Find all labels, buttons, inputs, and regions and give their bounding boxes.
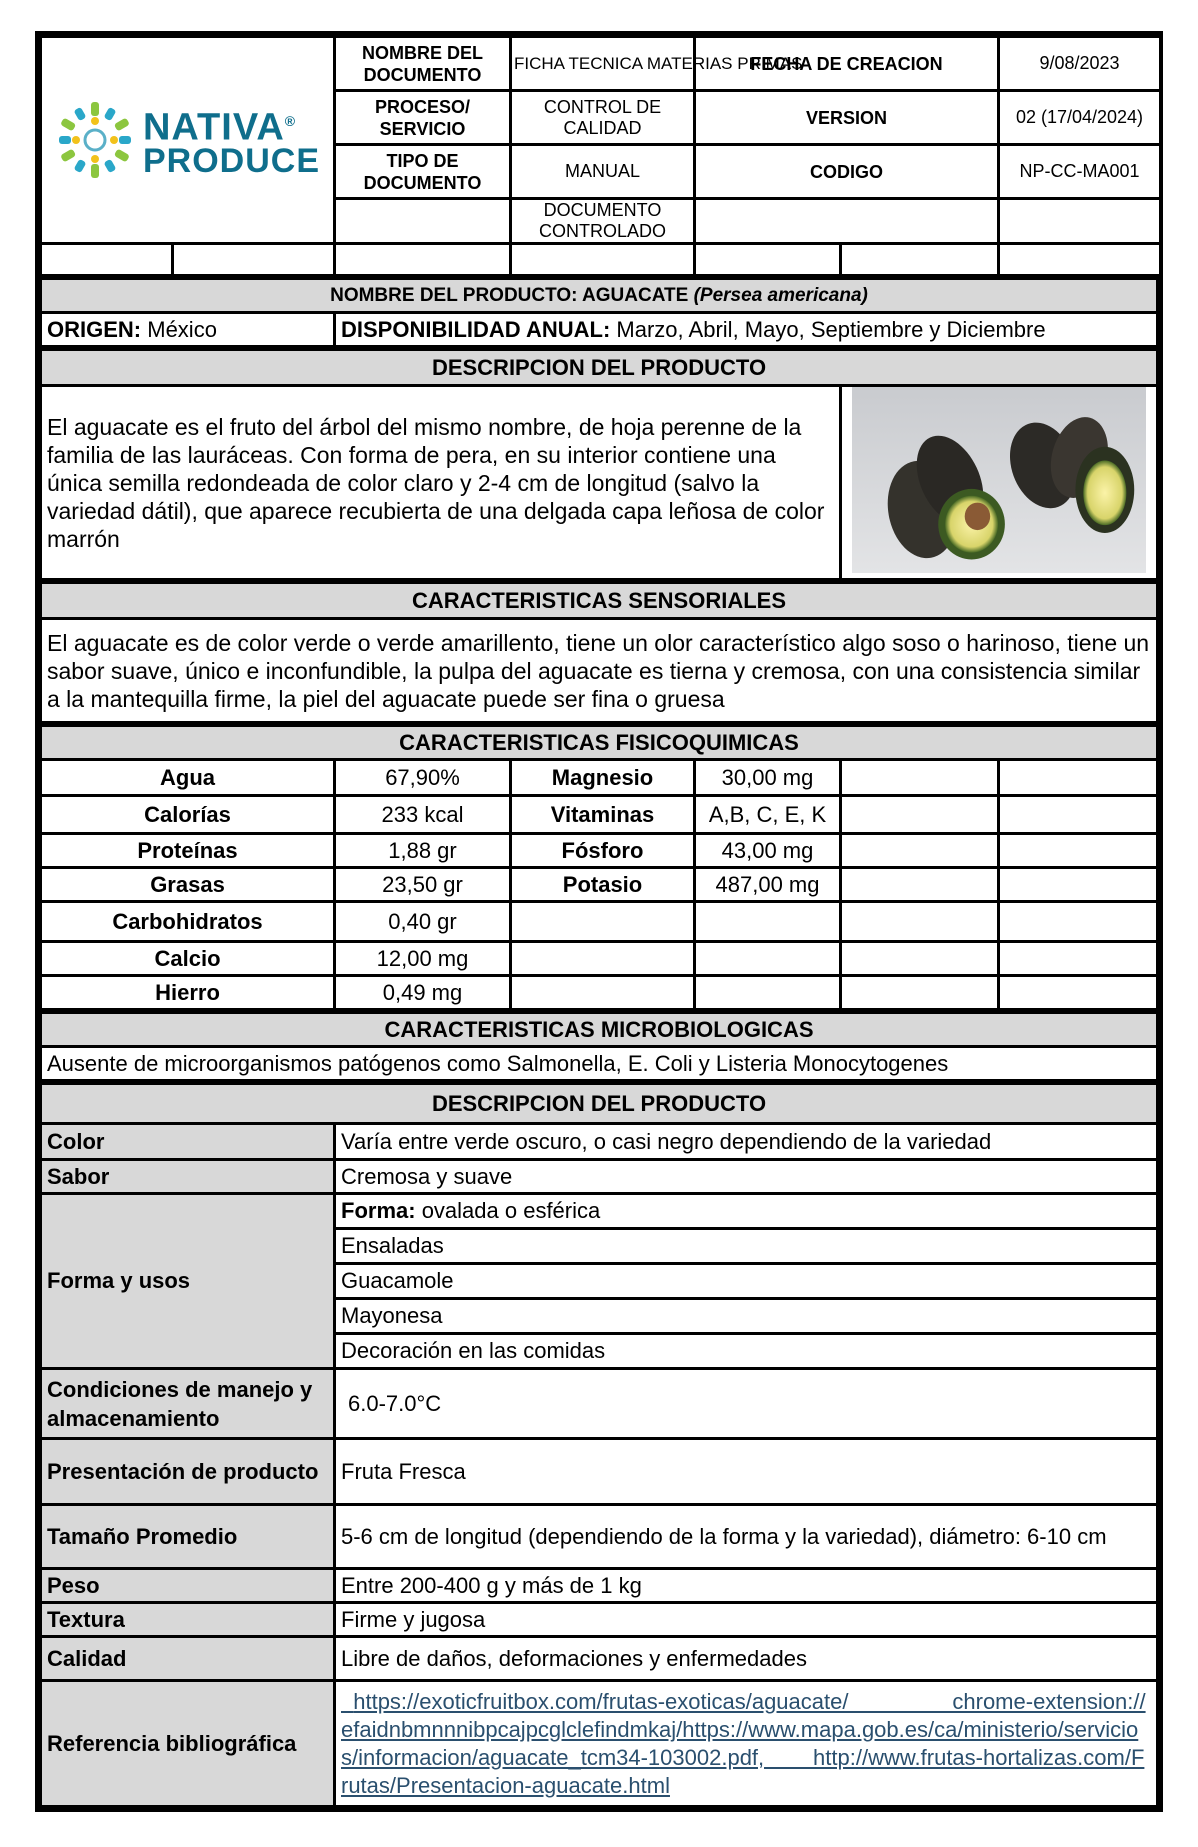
sensoriales-table [39, 581, 1159, 724]
disponibilidad-cell [335, 313, 1158, 347]
fecha-value: 9/08/2023 [999, 37, 1161, 91]
proceso-value: CONTROL DE CALIDAD [511, 91, 695, 145]
empty-cell [41, 244, 173, 276]
fq-value: 43,00 mg [695, 834, 841, 868]
referencia-link[interactable]: https://exoticfruitbox.com/frutas-exoticas/aguacate/ chrome-extension://efaidnbmnnnibpcajpcglclefindmkaj/https://www.mapa.gob.es/ca/ministerio/servicios/informacion/aguacate_tcm34-103002.pdf, http://www.frutas-hortalizas.com/Frutas/Presentacion-aguacate.html [341, 1688, 1146, 1798]
presentacion-value: Fruta Fresca [335, 1439, 1158, 1505]
fq-label: Calcio [41, 942, 335, 976]
avocado-photo [852, 387, 1146, 573]
textura-value: Firme y jugosa [335, 1603, 1158, 1637]
fq-label: Magnesio [511, 760, 695, 796]
uso-item: Mayonesa [335, 1299, 1158, 1334]
fisicoquimicas-title: CARACTERISTICAS FISICOQUIMICAS [41, 726, 1158, 760]
empty-cell [999, 834, 1158, 868]
empty-cell [999, 868, 1158, 902]
origen-cell [41, 313, 335, 347]
table-row [41, 942, 1158, 976]
empty-cell [335, 199, 511, 244]
fq-value: 30,00 mg [695, 760, 841, 796]
fq-value: 12,00 mg [335, 942, 511, 976]
empty-cell [511, 976, 695, 1010]
fisicoquimicas-table [39, 724, 1159, 1011]
logo-line1: NATIVA [142, 106, 285, 149]
fq-value: A,B, C, E, K [695, 796, 841, 834]
empty-cell [511, 942, 695, 976]
empty-cell [695, 199, 999, 244]
color-value: Varía entre verde oscuro, o casi negro dependiendo de la variedad [335, 1124, 1158, 1160]
empty-cell [511, 244, 695, 276]
forma-value: ovalada o esférica [421, 1198, 601, 1224]
documento-controlado: DOCUMENTO CONTROLADO [511, 199, 695, 244]
table-row [41, 868, 1158, 902]
empty-cell [511, 902, 695, 942]
logo-reg: ® [284, 112, 297, 129]
fq-label: Vitaminas [511, 796, 695, 834]
fq-value: 67,90% [335, 760, 511, 796]
sabor-label: Sabor [41, 1160, 335, 1194]
fq-label: Calorías [41, 796, 335, 834]
micro-title: CARACTERISTICAS MICROBIOLOGICAS [41, 1013, 1158, 1047]
table-row [41, 760, 1158, 796]
product-name: NOMBRE DEL PRODUCTO: AGUACATE [330, 284, 689, 306]
product-table [39, 277, 1159, 348]
empty-cell [695, 902, 841, 942]
empty-cell [695, 244, 841, 276]
logo-cell [41, 37, 335, 244]
logo [142, 103, 321, 181]
disponibilidad-value: Marzo, Abril, Mayo, Septiembre y Diciembre [616, 316, 1046, 342]
tipo-label: TIPO DE DOCUMENTO [335, 145, 511, 199]
fq-value: 1,88 gr [335, 834, 511, 868]
referencia-cell [335, 1681, 1158, 1807]
empty-cell [999, 902, 1158, 942]
logo-icon [55, 100, 135, 180]
forma-cell [335, 1194, 1158, 1229]
codigo-value: NP-CC-MA001 [999, 145, 1161, 199]
empty-cell [841, 942, 999, 976]
fq-value: 0,40 gr [335, 902, 511, 942]
table-row [41, 976, 1158, 1010]
descripcion2-title: DESCRIPCION DEL PRODUCTO [41, 1084, 1158, 1124]
empty-cell [335, 244, 511, 276]
fq-label: Hierro [41, 976, 335, 1010]
version-value: 02 (17/04/2024) [999, 91, 1161, 145]
empty-cell [695, 976, 841, 1010]
textura-label: Textura [41, 1603, 335, 1637]
tipo-value: MANUAL [511, 145, 695, 199]
tamano-label: Tamaño Promedio [41, 1505, 335, 1569]
origen-value: México [147, 316, 217, 342]
tamano-value: 5-6 cm de longitud (dependiendo de la forma y la variedad), diámetro: 6-10 cm [335, 1505, 1158, 1569]
calidad-label: Calidad [41, 1637, 335, 1681]
peso-value: Entre 200-400 g y más de 1 kg [335, 1569, 1158, 1603]
descripcion-text: El aguacate es el fruto del árbol del mismo nombre, de hoja perenne de la familia de las lauráceas. Con forma de pera, en su interior contiene una única semilla redondeada de color claro y 2-4 cm de longitud (salvo la variedad dátil), que aparece recubierta de una delgada capa leñosa de color marrón [41, 386, 841, 580]
uso-item: Ensaladas [335, 1229, 1158, 1264]
empty-cell [999, 942, 1158, 976]
forma-label: Forma y usos [41, 1194, 335, 1369]
condiciones-label: Condiciones de manejo y almacenamiento [41, 1369, 335, 1439]
fq-value: 233 kcal [335, 796, 511, 834]
nombre-value: FICHA TECNICA MATERIAS PRIMAS [511, 37, 695, 91]
descripcion-table [39, 348, 1159, 581]
sensoriales-text: El aguacate es de color verde o verde amarillento, tiene un olor característico algo soso o harinoso, tiene un sabor suave, único e inconfundible, la pulpa del aguacate es tierna y cremosa, con una consistencia similar a la mantequilla firme, la piel del aguacate puede ser fina o gruesa [41, 619, 1158, 723]
fq-label: Carbohidratos [41, 902, 335, 942]
empty-cell [841, 834, 999, 868]
empty-cell [999, 796, 1158, 834]
table-row [41, 796, 1158, 834]
header-table [39, 35, 1162, 277]
proceso-label: PROCESO/ SERVICIO [335, 91, 511, 145]
sabor-value: Cremosa y suave [335, 1160, 1158, 1194]
empty-cell [173, 244, 335, 276]
fq-label: Proteínas [41, 834, 335, 868]
fq-value: 23,50 gr [335, 868, 511, 902]
condiciones-value: 6.0-7.0°C [335, 1369, 1158, 1439]
product-photo-cell [841, 386, 1158, 580]
calidad-value: Libre de daños, deformaciones y enfermedades [335, 1637, 1158, 1681]
uso-item: Decoración en las comidas [335, 1334, 1158, 1369]
forma-bold: Forma: [341, 1198, 416, 1224]
codigo-label: CODIGO [695, 145, 999, 199]
empty-cell [841, 976, 999, 1010]
fecha-label-text: FECHA DE CREACION [750, 53, 943, 74]
empty-cell [841, 868, 999, 902]
empty-cell [841, 760, 999, 796]
version-label: VERSION [695, 91, 999, 145]
descripcion-title: DESCRIPCION DEL PRODUCTO [41, 350, 1158, 386]
empty-cell [999, 976, 1158, 1010]
product-name-row [41, 279, 1158, 313]
empty-cell [999, 199, 1161, 244]
referencia-label: Referencia bibliográfica [41, 1681, 335, 1807]
empty-cell [841, 244, 999, 276]
empty-cell [999, 244, 1161, 276]
micro-table [39, 1011, 1159, 1082]
presentacion-label: Presentación de producto [41, 1439, 335, 1505]
product-sci-name: (Persea americana) [693, 284, 868, 306]
fq-label: Agua [41, 760, 335, 796]
empty-cell [841, 796, 999, 834]
micro-text: Ausente de microorganismos patógenos como Salmonella, E. Coli y Listeria Monocytogenes [41, 1047, 1158, 1081]
logo-line2: PRODUCE [142, 142, 321, 181]
empty-cell [841, 902, 999, 942]
fq-label: Grasas [41, 868, 335, 902]
nombre-label: NOMBRE DEL DOCUMENTO [335, 37, 511, 91]
empty-cell [999, 760, 1158, 796]
fq-label: Potasio [511, 868, 695, 902]
fq-value: 487,00 mg [695, 868, 841, 902]
color-label: Color [41, 1124, 335, 1160]
uso-item: Guacamole [335, 1264, 1158, 1299]
origen-label: ORIGEN: [47, 316, 142, 342]
fq-value: 0,49 mg [335, 976, 511, 1010]
descripcion2-table [39, 1082, 1159, 1808]
empty-cell [695, 942, 841, 976]
table-row [41, 834, 1158, 868]
tech-sheet [35, 31, 1163, 1812]
disponibilidad-label: DISPONIBILIDAD ANUAL: [341, 316, 611, 342]
peso-label: Peso [41, 1569, 335, 1603]
sensoriales-title: CARACTERISTICAS SENSORIALES [41, 583, 1158, 619]
table-row [41, 902, 1158, 942]
fq-label: Fósforo [511, 834, 695, 868]
